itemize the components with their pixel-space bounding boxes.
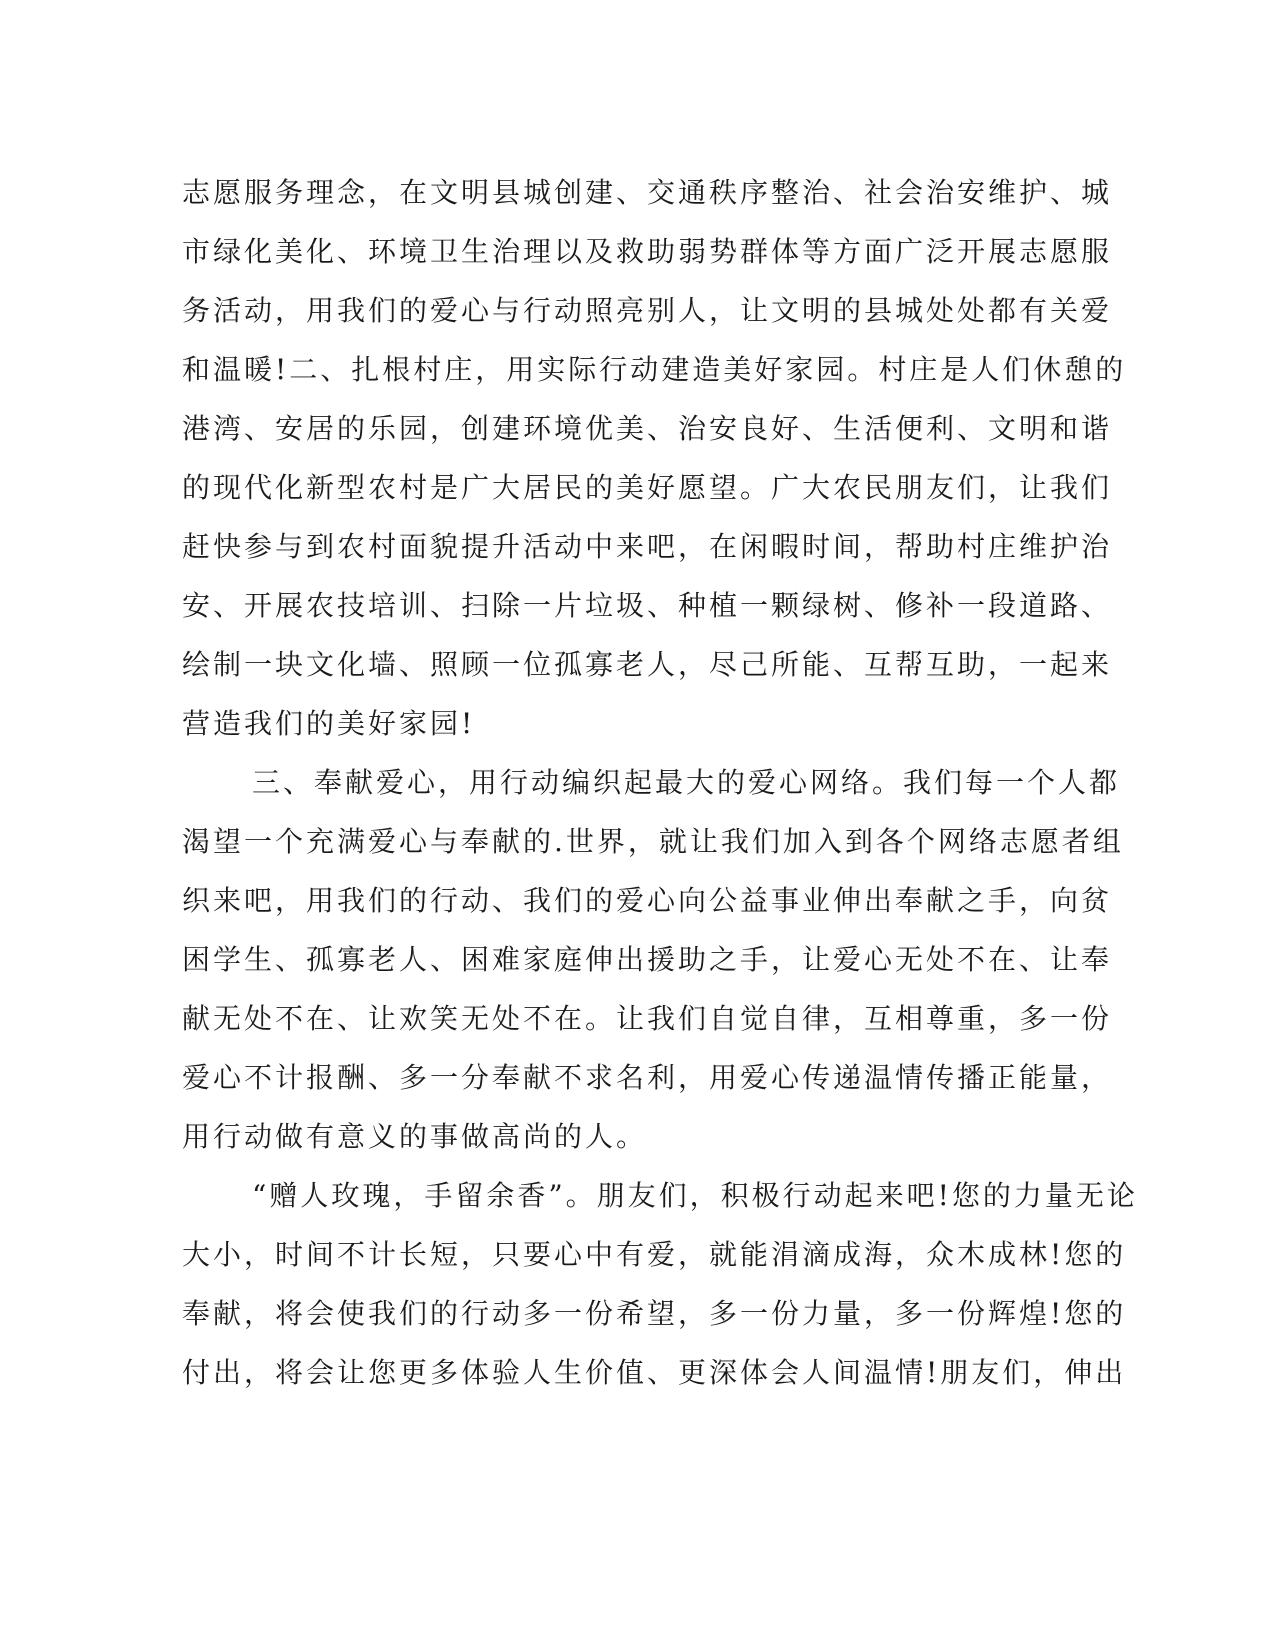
text-line: 大小，时间不计长短，只要心中有爱，就能涓滴成海，众木成林!您的 [182, 1238, 1127, 1271]
text-line: 赶快参与到农村面貌提升活动中来吧，在闲暇时间，帮助村庄维护治 [182, 530, 1113, 563]
text-line: 志愿服务理念，在文明县城创建、交通秩序整治、社会治安维护、城 [182, 176, 1113, 209]
text-line: 和温暖!二、扎根村庄，用实际行动建造美好家园。村庄是人们休憩的 [182, 353, 1127, 386]
text-line: 港湾、安居的乐园，创建环境优美、治安良好、生活便利、文明和谐 [182, 412, 1113, 445]
paragraph-start-line: 三、奉献爱心，用行动编织起最大的爱心网络。我们每一个人都 [252, 766, 1121, 799]
paragraph-start-line: “赠人玫瑰，手留余香”。朋友们，积极行动起来吧!您的力量无论 [252, 1179, 1138, 1212]
text-line: 渴望一个充满爱心与奉献的.世界，就让我们加入到各个网络志愿者组 [182, 825, 1124, 858]
text-line: 付出，将会让您更多体验人生价值、更深体会人间温情!朋友们，伸出 [182, 1356, 1127, 1389]
text-line: 绘制一块文化墙、照顾一位孤寡老人，尽己所能、互帮互助，一起来 [182, 648, 1113, 681]
text-line: 奉献，将会使我们的行动多一份希望，多一份力量，多一份辉煌!您的 [182, 1297, 1127, 1330]
text-line: 献无处不在、让欢笑无处不在。让我们自觉自律，互相尊重，多一份 [182, 1002, 1113, 1035]
text-line: 营造我们的美好家园! [182, 707, 476, 740]
text-line: 市绿化美化、环境卫生治理以及救助弱势群体等方面广泛开展志愿服 [182, 235, 1113, 268]
text-line: 的现代化新型农村是广大居民的美好愿望。广大农民朋友们，让我们 [182, 471, 1113, 504]
text-line: 务活动，用我们的爱心与行动照亮别人，让文明的县城处处都有关爱 [182, 294, 1113, 327]
text-line: 织来吧，用我们的行动、我们的爱心向公益事业伸出奉献之手，向贫 [182, 884, 1113, 917]
text-line: 爱心不计报酬、多一分奉献不求名利，用爱心传递温情传播正能量， [182, 1061, 1113, 1094]
document-body [182, 163, 1138, 1402]
text-line: 安、开展农技培训、扫除一片垃圾、种植一颗绿树、修补一段道路、 [182, 589, 1113, 622]
text-line: 困学生、孤寡老人、困难家庭伸出援助之手，让爱心无处不在、让奉 [182, 943, 1113, 976]
text-line: 用行动做有意义的事做高尚的人。 [182, 1120, 648, 1153]
